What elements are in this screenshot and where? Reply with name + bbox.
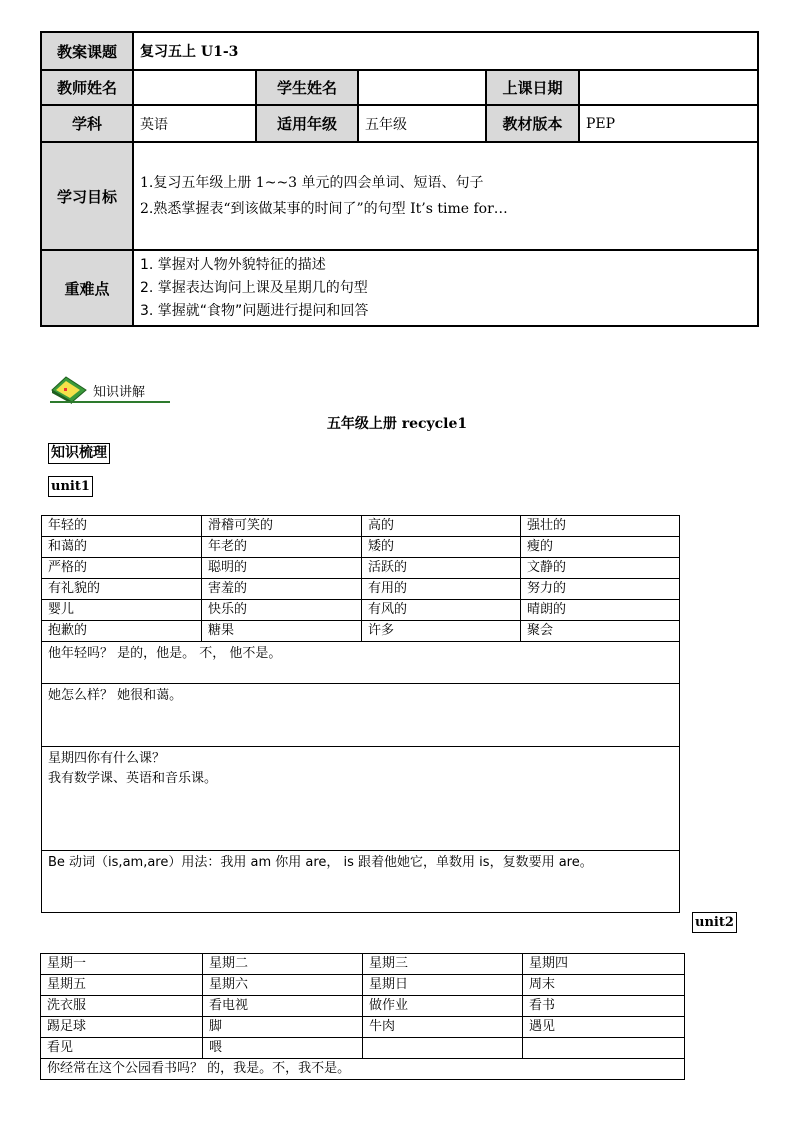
table-row <box>42 537 680 558</box>
student-label: 学生姓名 <box>256 70 358 105</box>
book-stack-icon <box>50 374 92 404</box>
date-label: 上课日期 <box>486 70 579 105</box>
word-cell: 星期五 <box>41 975 203 996</box>
word-cell: 晴朗的 <box>521 600 680 621</box>
word-cell: 年老的 <box>202 537 362 558</box>
sentence-text: 我有数学课、英语和音乐课。 <box>48 771 218 786</box>
teacher-value <box>133 70 256 105</box>
teacher-label: 教师姓名 <box>41 70 133 105</box>
unit2-vocab-table <box>40 953 685 1080</box>
lesson-value: 复习五上 U1-3 <box>133 32 758 70</box>
difficulty-item: 1. 掌握对人物外貌特征的描述 <box>140 256 326 273</box>
grade-value: 五年级 <box>358 105 486 142</box>
word-cell: 活跃的 <box>362 558 521 579</box>
table-row <box>41 1038 685 1059</box>
word-cell: 星期二 <box>203 954 363 975</box>
sentence-row <box>42 747 680 851</box>
sentence-cell <box>42 851 680 913</box>
word-cell: 聚会 <box>521 621 680 642</box>
table-row <box>42 579 680 600</box>
word-cell: 看书 <box>523 996 685 1017</box>
word-cell: 文静的 <box>521 558 680 579</box>
word-cell: 有礼貌的 <box>42 579 202 600</box>
word-cell: 强壮的 <box>521 516 680 537</box>
knowledge-label: 知识梳理 <box>48 443 110 464</box>
sentence-cell <box>42 642 680 684</box>
table-row <box>42 600 680 621</box>
difficulty-item: 3. 掌握就“食物”问题进行提问和回答 <box>140 302 369 319</box>
word-cell: 矮的 <box>362 537 521 558</box>
word-cell: 聪明的 <box>202 558 362 579</box>
word-cell: 瘦的 <box>521 537 680 558</box>
word-cell: 和蔼的 <box>42 537 202 558</box>
word-cell: 快乐的 <box>202 600 362 621</box>
table-row <box>41 1017 685 1038</box>
word-cell: 星期一 <box>41 954 203 975</box>
word-cell: 许多 <box>362 621 521 642</box>
word-cell: 看电视 <box>203 996 363 1017</box>
word-cell: 做作业 <box>363 996 523 1017</box>
subject-value: 英语 <box>133 105 256 142</box>
word-cell: 周末 <box>523 975 685 996</box>
goals-cell <box>133 142 758 250</box>
sentence-cell <box>42 747 680 851</box>
sentence-text: 星期四你有什么课？ <box>48 751 166 766</box>
word-cell: 星期四 <box>523 954 685 975</box>
subject-label: 学科 <box>41 105 133 142</box>
table-row <box>41 954 685 975</box>
grade-label: 适用年级 <box>256 105 358 142</box>
word-cell: 洗衣服 <box>41 996 203 1017</box>
sentence-row <box>42 851 680 913</box>
word-cell: 抱歉的 <box>42 621 202 642</box>
sentence-row <box>41 1059 685 1080</box>
word-cell: 糖果 <box>202 621 362 642</box>
unit1-vocab-table <box>41 515 680 913</box>
knowledge-banner <box>50 374 172 406</box>
unit2-label: unit2 <box>692 912 737 933</box>
sentence-cell <box>42 684 680 747</box>
sentence-text: 她怎么样？ 她很和蔼。 <box>48 688 183 703</box>
table-row <box>41 996 685 1017</box>
difficulty-cell <box>133 250 758 326</box>
word-cell: 努力的 <box>521 579 680 600</box>
word-cell: 高的 <box>362 516 521 537</box>
lesson-info-table <box>40 31 759 327</box>
banner-text: 知识讲解 <box>93 385 146 400</box>
student-value <box>358 70 486 105</box>
word-cell <box>523 1038 685 1059</box>
banner-underline <box>50 401 170 403</box>
word-cell: 害羞的 <box>202 579 362 600</box>
word-cell: 星期三 <box>363 954 523 975</box>
sentence-text: Be 动词（is,am,are）用法：我用 am 你用 are， is 跟着他她它，单数用 is，复数要用 are。 <box>48 855 593 870</box>
date-value <box>579 70 758 105</box>
word-cell: 遇见 <box>523 1017 685 1038</box>
table-row <box>42 621 680 642</box>
word-cell: 看见 <box>41 1038 203 1059</box>
table-row <box>41 975 685 996</box>
edition-label: 教材版本 <box>486 105 579 142</box>
sentence-cell: 你经常在这个公园看书吗？ 的，我是。不，我不是。 <box>41 1059 685 1080</box>
unit1-label: unit1 <box>48 476 93 497</box>
difficulty-item: 2. 掌握表达询问上课及星期几的句型 <box>140 279 368 296</box>
difficulty-label: 重难点 <box>41 250 133 326</box>
table-row <box>42 516 680 537</box>
word-cell: 婴儿 <box>42 600 202 621</box>
word-cell: 星期日 <box>363 975 523 996</box>
goal-item: 2.熟悉掌握表“到该做某事的时间了”的句型 It’s time for… <box>140 201 508 217</box>
word-cell: 严格的 <box>42 558 202 579</box>
word-cell: 牛肉 <box>363 1017 523 1038</box>
table-row <box>42 558 680 579</box>
goals-label: 学习目标 <box>41 142 133 250</box>
word-cell <box>363 1038 523 1059</box>
word-cell: 喂 <box>203 1038 363 1059</box>
edition-value: PEP <box>579 105 758 142</box>
lesson-label: 教案课题 <box>41 32 133 70</box>
word-cell: 脚 <box>203 1017 363 1038</box>
word-cell: 年轻的 <box>42 516 202 537</box>
word-cell: 滑稽可笑的 <box>202 516 362 537</box>
word-cell: 踢足球 <box>41 1017 203 1038</box>
word-cell: 有用的 <box>362 579 521 600</box>
word-cell: 有风的 <box>362 600 521 621</box>
sentence-row <box>42 642 680 684</box>
sentence-row <box>42 684 680 747</box>
sentence-text: 他年轻吗？ 是的，他是。 不， 他不是。 <box>48 646 282 661</box>
goal-item: 1.复习五年级上册 1~~3 单元的四会单词、短语、句子 <box>140 175 484 191</box>
section-title: 五年级上册 recycle1 <box>326 416 468 432</box>
word-cell: 星期六 <box>203 975 363 996</box>
